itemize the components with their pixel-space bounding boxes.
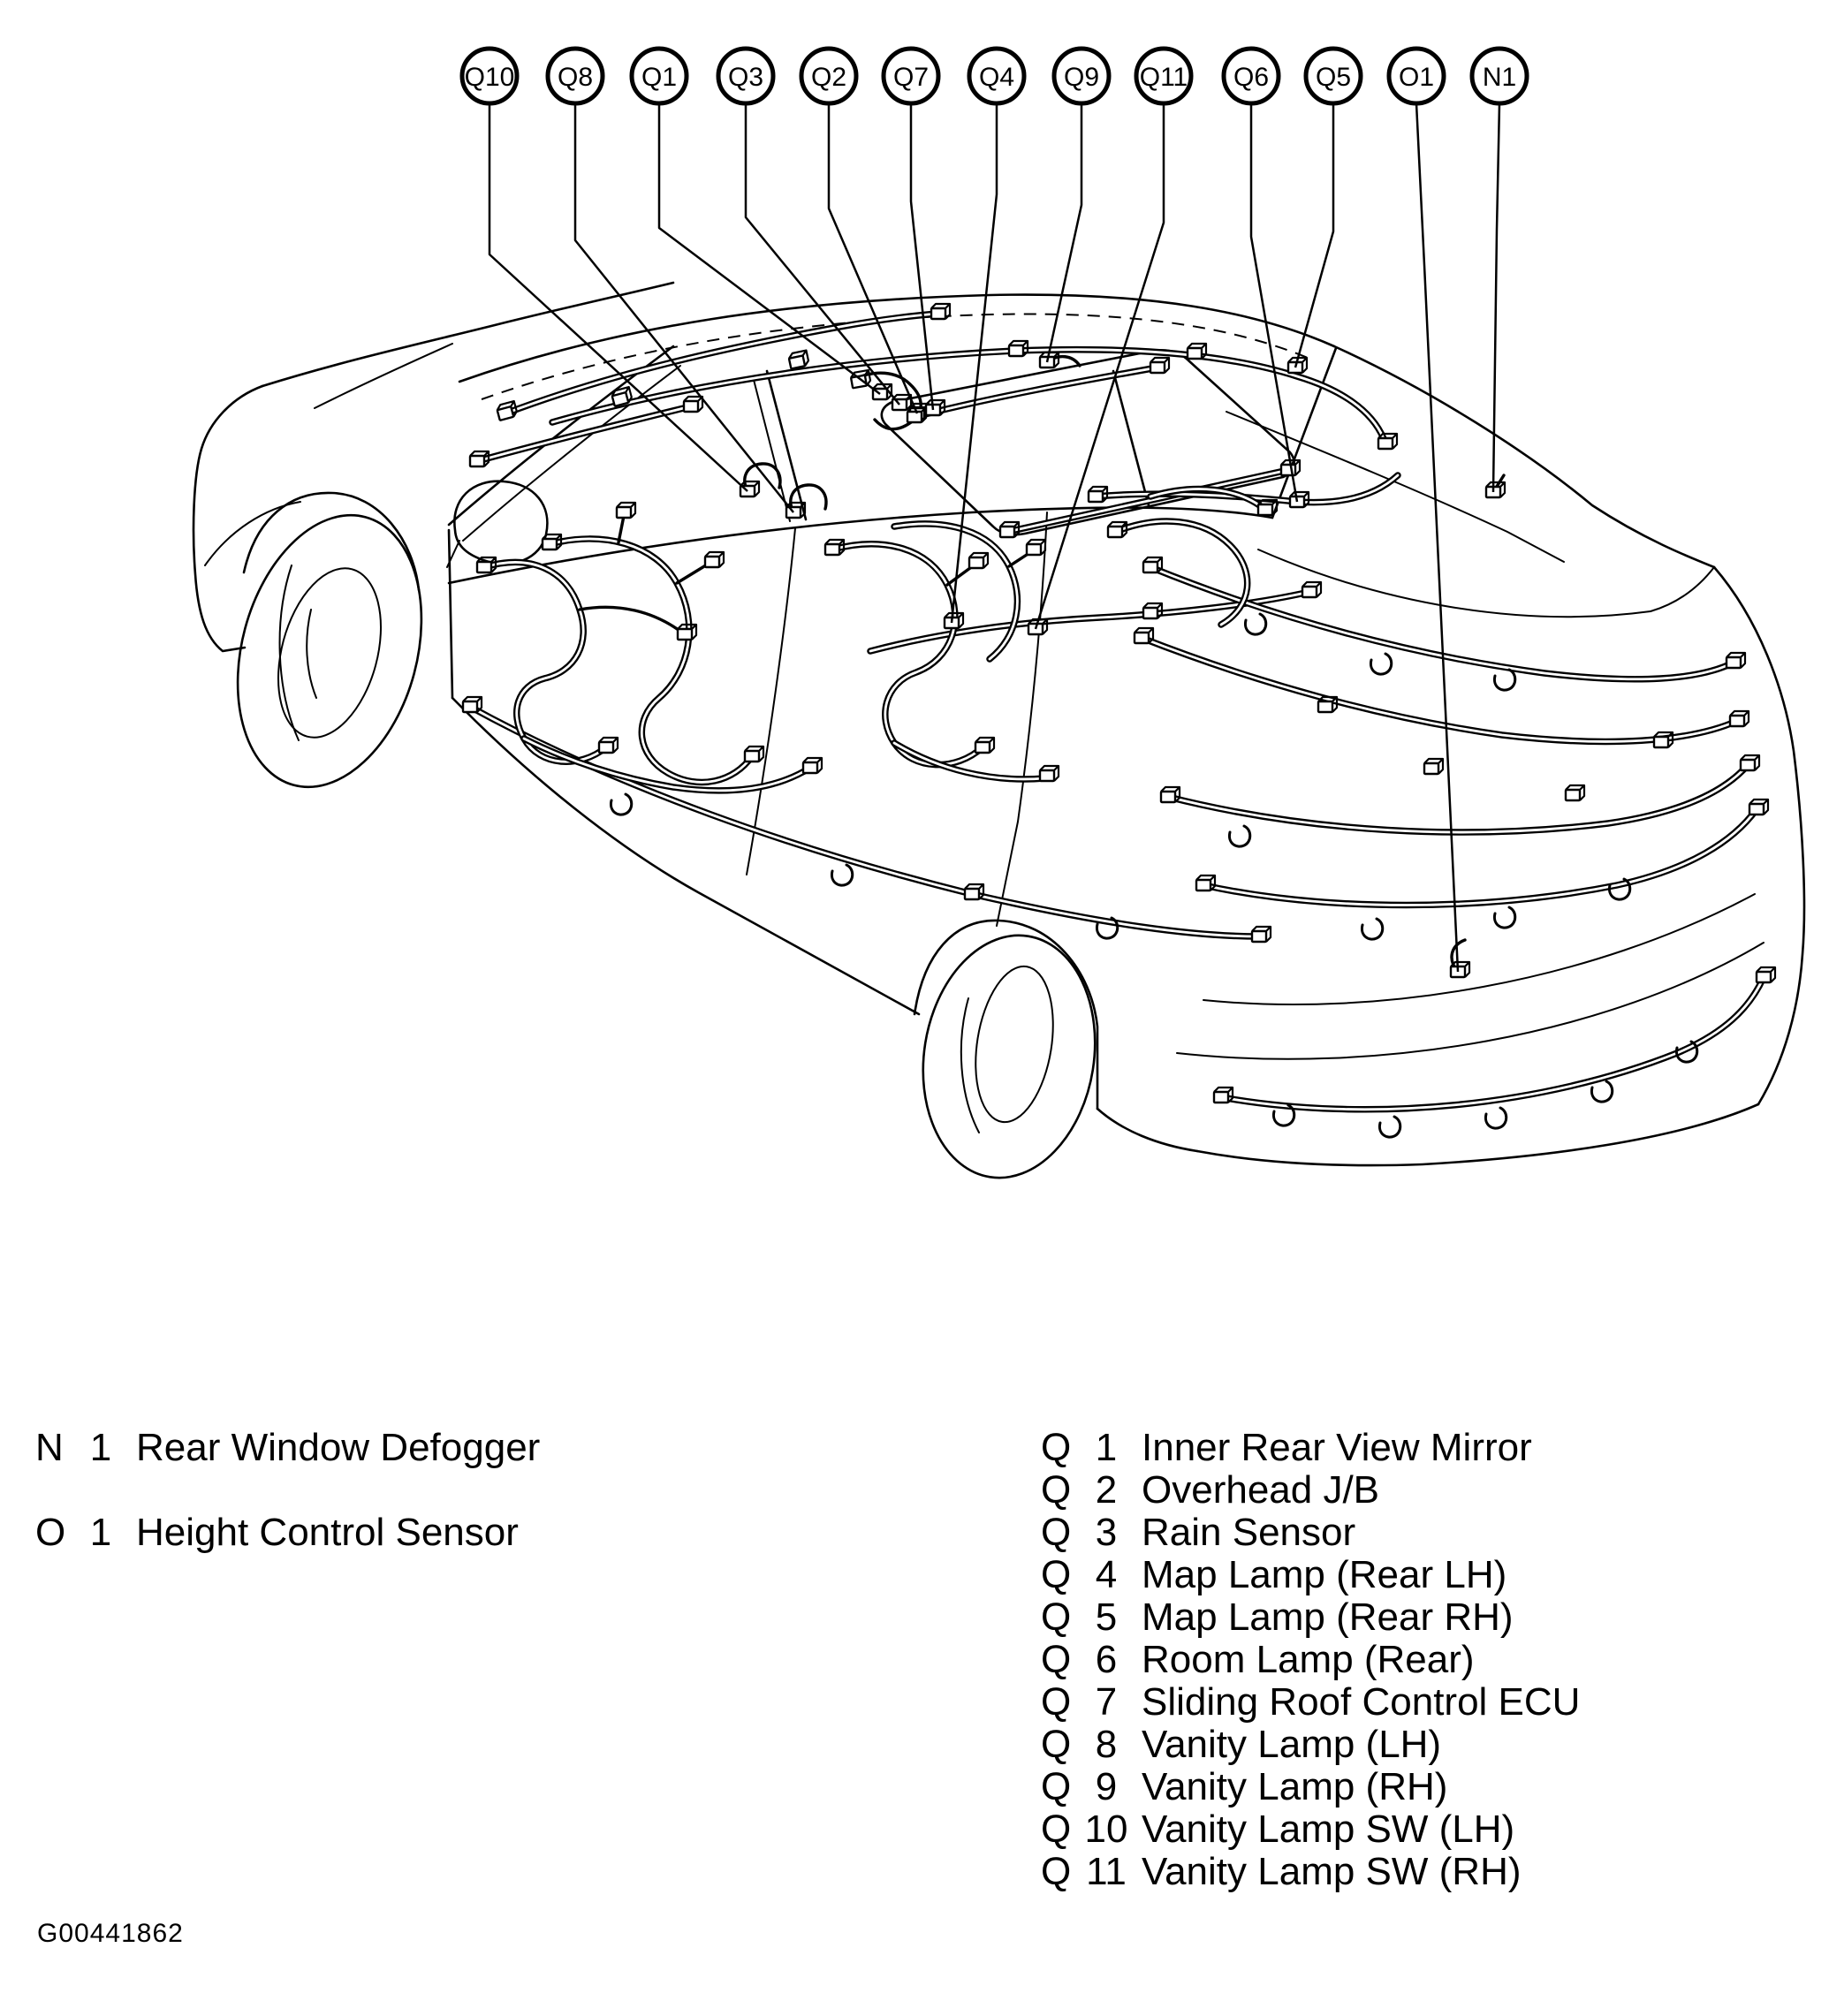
legend-code: Q — [1041, 1723, 1072, 1766]
legend-row-q5 — [1041, 1595, 1514, 1639]
legend-code: Q — [1041, 1511, 1072, 1554]
callout-q4 — [969, 49, 1024, 103]
legend-label: Vanity Lamp (RH) — [1142, 1765, 1448, 1808]
callout-q8 — [548, 49, 603, 103]
legend-label: Inner Rear View Mirror — [1142, 1426, 1532, 1469]
legend-code: N — [35, 1426, 64, 1469]
figure-code: G00441862 — [37, 1919, 184, 1948]
callout-label-q6: Q6 — [1233, 63, 1270, 92]
legend-row-q11 — [1041, 1850, 1522, 1893]
legend-row-q1 — [1041, 1426, 1532, 1469]
leader-line-q7 — [911, 103, 933, 410]
legend-number: 9 — [1095, 1765, 1118, 1808]
wiring-connectors — [463, 304, 1775, 1103]
callout-label-q10: Q10 — [464, 63, 515, 92]
wiring-harness-runs — [470, 314, 1764, 1110]
callout-circles — [462, 49, 1527, 103]
legend-number: 4 — [1095, 1553, 1118, 1596]
legend-code: Q — [1041, 1808, 1072, 1851]
legend-row-q10 — [1041, 1810, 1514, 1849]
callout-label-q9: Q9 — [1063, 63, 1100, 92]
leader-line-q9 — [1047, 103, 1081, 362]
legend-label: Sliding Roof Control ECU — [1142, 1680, 1581, 1724]
legend-code: Q — [1041, 1765, 1072, 1808]
callout-label-q8: Q8 — [557, 63, 594, 92]
callout-q6 — [1224, 49, 1279, 103]
leader-line-o1 — [1416, 103, 1458, 972]
legend-number: 1 — [1095, 1426, 1118, 1469]
callout-q3 — [718, 49, 773, 103]
legend-number: 5 — [1095, 1595, 1118, 1639]
wiring-harness-branches — [580, 357, 1697, 1138]
legend-row-q8 — [1041, 1725, 1441, 1764]
legend-row-q4 — [1041, 1553, 1507, 1596]
callout-label-o1: O1 — [1398, 63, 1435, 92]
legend-number: 7 — [1095, 1680, 1118, 1724]
callout-q9 — [1054, 49, 1109, 103]
legend-row-q7 — [1041, 1680, 1581, 1724]
legend-number: 6 — [1095, 1638, 1118, 1681]
legend-code: Q — [1041, 1553, 1072, 1596]
leader-line-q5 — [1295, 103, 1333, 368]
legend-label: Vanity Lamp (LH) — [1142, 1723, 1442, 1766]
legend-label: Map Lamp (Rear RH) — [1142, 1595, 1514, 1639]
legend-label: Room Lamp (Rear) — [1142, 1638, 1475, 1681]
car-body-outline — [194, 283, 1804, 1165]
legend-row-q3 — [1041, 1513, 1355, 1552]
legend-label: Rear Window Defogger — [136, 1426, 541, 1469]
legend-label: Rain Sensor — [1142, 1511, 1356, 1554]
legend-number: 10 — [1084, 1808, 1128, 1851]
legend-label: Overhead J/B — [1142, 1468, 1380, 1512]
legend-number: 1 — [89, 1426, 112, 1469]
callout-label-q7: Q7 — [892, 63, 930, 92]
callout-q5 — [1306, 49, 1361, 103]
callout-label-n1: N1 — [1482, 63, 1517, 92]
legend-row-q2 — [1041, 1468, 1380, 1512]
legend-code: Q — [1041, 1426, 1072, 1469]
leader-line-q10 — [490, 103, 748, 491]
legend-label: Map Lamp (Rear LH) — [1142, 1553, 1507, 1596]
callout-label-q11: Q11 — [1139, 63, 1188, 92]
legend-row-q6 — [1041, 1638, 1475, 1681]
callout-q1 — [632, 49, 687, 103]
leader-line-n1 — [1493, 103, 1499, 492]
legend-number: 8 — [1095, 1723, 1118, 1766]
legend-number: 11 — [1086, 1850, 1127, 1893]
legend-code: Q — [1041, 1850, 1072, 1893]
legend-row-q9 — [1041, 1765, 1448, 1808]
legend-code: Q — [1041, 1595, 1072, 1639]
legend-label: Vanity Lamp SW (RH) — [1142, 1850, 1522, 1893]
rear-wheel — [907, 921, 1197, 1190]
callout-n1 — [1472, 49, 1527, 103]
callout-label-q5: Q5 — [1315, 63, 1352, 92]
legend-code: Q — [1041, 1638, 1072, 1681]
legend-number: 3 — [1095, 1511, 1118, 1554]
callout-label-q1: Q1 — [641, 63, 678, 92]
leader-line-q8 — [575, 103, 793, 512]
callout-q7 — [884, 49, 938, 103]
legend-code: Q — [1041, 1468, 1072, 1512]
leader-line-q6 — [1251, 103, 1297, 502]
leader-lines — [490, 103, 1499, 972]
legend-label: Vanity Lamp SW (LH) — [1142, 1808, 1515, 1851]
legend-label: Height Control Sensor — [136, 1511, 519, 1554]
callout-label-q4: Q4 — [978, 63, 1015, 92]
legend-number: 2 — [1095, 1468, 1118, 1512]
legend-code: Q — [1041, 1680, 1072, 1724]
legend-number: 1 — [89, 1511, 112, 1554]
front-wheel — [209, 493, 451, 807]
callout-label-q3: Q3 — [727, 63, 764, 92]
callout-q2 — [801, 49, 856, 103]
callout-label-q2: Q2 — [810, 63, 847, 92]
legend-row-o1 — [35, 1513, 519, 1552]
callout-o1 — [1389, 49, 1444, 103]
legend-row-n1 — [35, 1426, 541, 1469]
callout-q11 — [1136, 49, 1191, 103]
callout-q10 — [462, 49, 517, 103]
legend-code: O — [35, 1511, 66, 1554]
